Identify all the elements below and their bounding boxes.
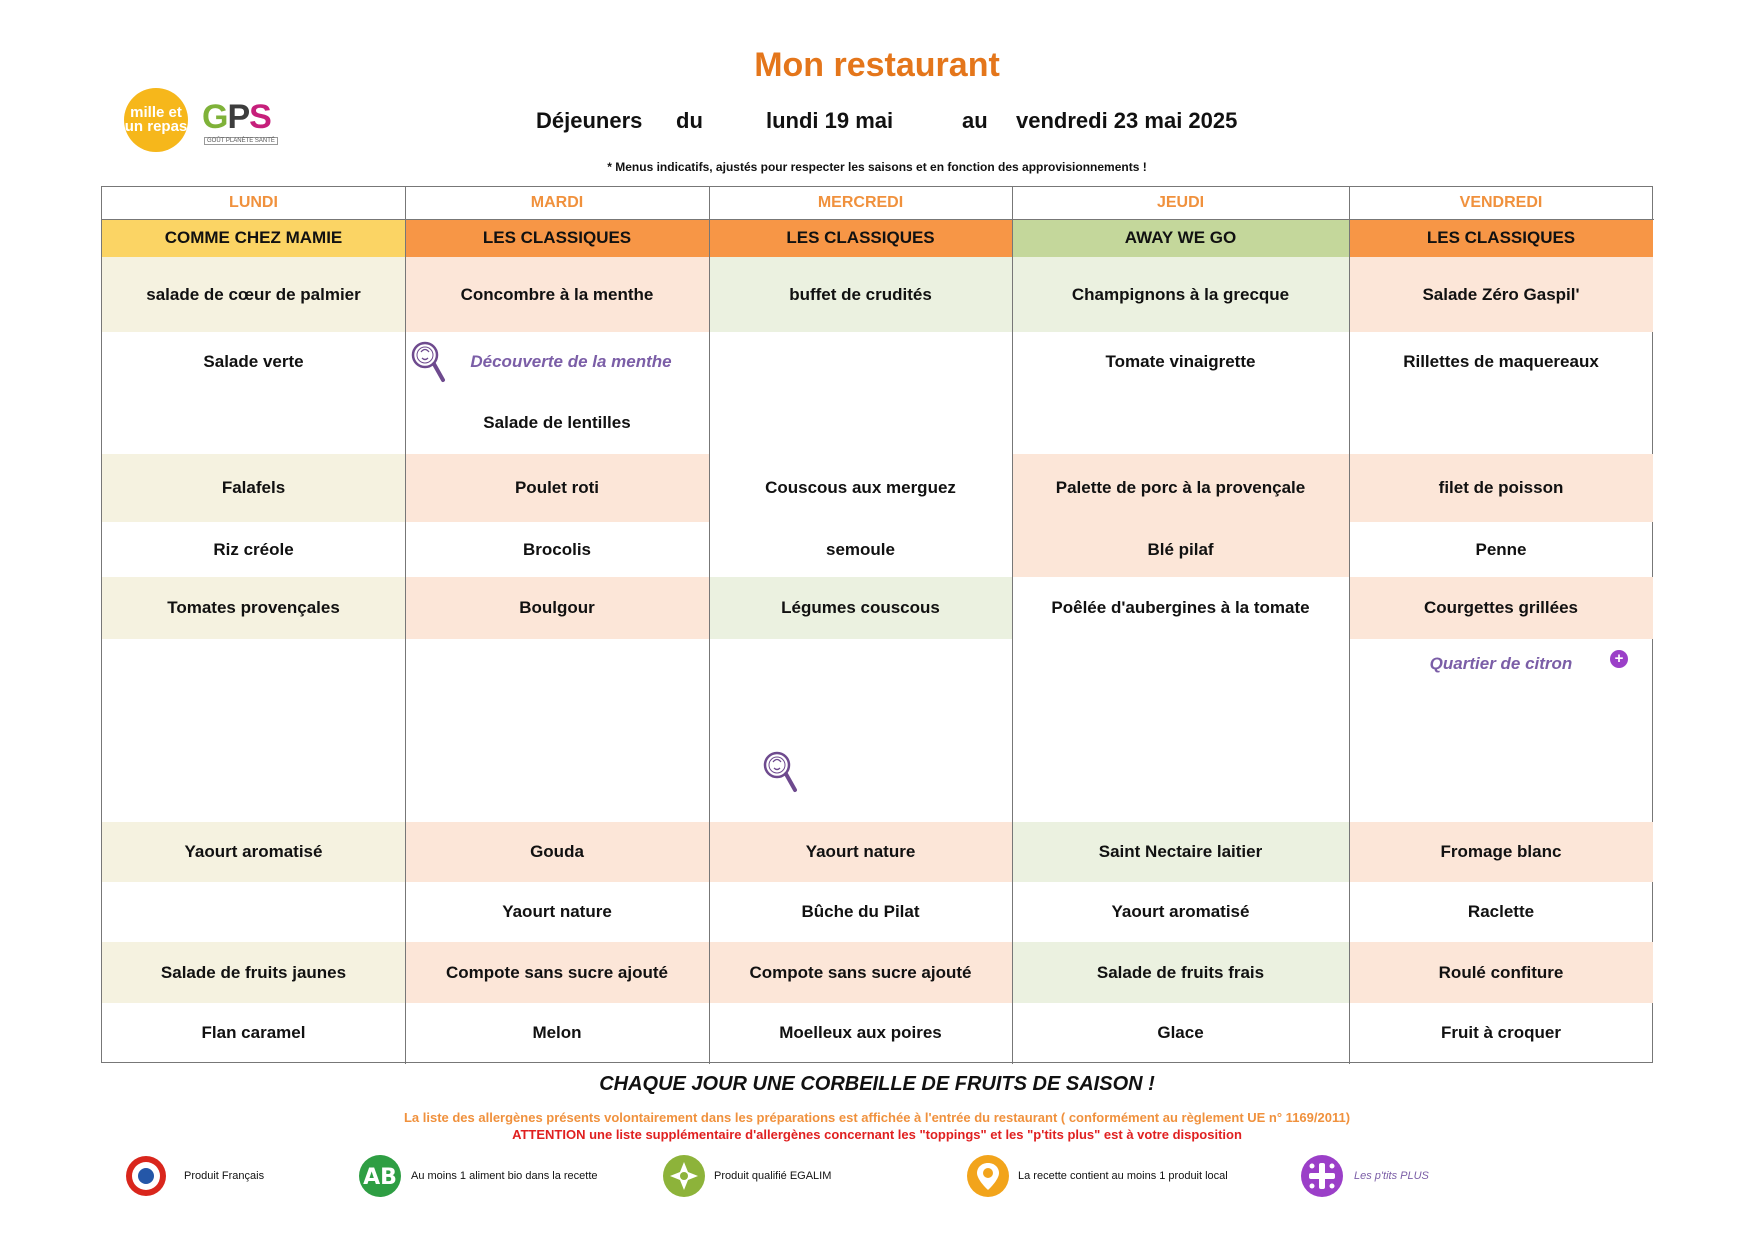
theme-mardi: LES CLASSIQUES	[405, 219, 709, 257]
plat2-mardi: Brocolis	[522, 539, 592, 559]
grid-line	[102, 219, 1654, 220]
plat1-mardi: Poulet roti	[405, 454, 709, 522]
legend-label-local: La recette contient au moins 1 produit local	[1018, 1170, 1228, 1182]
dessert2-lundi: Flan caramel	[201, 1023, 306, 1042]
to-label: au	[962, 108, 988, 133]
theme-mercredi: LES CLASSIQUES	[709, 219, 1012, 257]
entree2-jeudi: Tomate vinaigrette	[1105, 352, 1256, 371]
theme-vendredi: LES CLASSIQUES	[1349, 219, 1653, 257]
day-header-mercredi: MERCREDI	[817, 194, 904, 211]
entree2-mardi: Salade de lentilles	[483, 413, 631, 432]
legend-label-ptits-plus: Les p'tits PLUS	[1354, 1170, 1429, 1182]
fromage2-jeudi: Yaourt aromatisé	[1111, 902, 1250, 921]
plat1-vendredi: filet de poisson	[1349, 454, 1653, 522]
discovery-magnifier-icon	[410, 340, 446, 384]
plat1-lundi: Falafels	[102, 454, 405, 522]
allergens-notice: La liste des allergènes présents volontairement dans les préparations est affichée à l'entrée du restaurant ( conformément au règlement UE n° 1169/2011)	[403, 1110, 1351, 1125]
plat1-jeudi: Palette de porc à la provençale	[1012, 454, 1349, 522]
entree1-vendredi: Salade Zéro Gaspil'	[1349, 257, 1653, 332]
theme-jeudi: AWAY WE GO	[1012, 219, 1349, 257]
lunch-label: Déjeuners	[536, 108, 643, 133]
entree2-lundi: Salade verte	[203, 352, 304, 371]
local-product-icon	[966, 1154, 1010, 1198]
dessert1-lundi: Salade de fruits jaunes	[102, 942, 405, 1003]
entree1-lundi: salade de cœur de palmier	[102, 257, 405, 332]
legend-label-bio: Au moins 1 aliment bio dans la recette	[411, 1170, 598, 1182]
lemon-wedge-extra: Quartier de citron	[1429, 654, 1573, 673]
dessert2-jeudi: Glace	[1157, 1023, 1204, 1042]
ptits-plus-icon: +	[1610, 650, 1628, 668]
grid-line	[1349, 187, 1350, 1064]
bio-icon	[358, 1154, 402, 1198]
theme-lundi: COMME CHEZ MAMIE	[102, 219, 405, 257]
dessert2-mardi: Melon	[532, 1023, 582, 1042]
plat3-mardi: Boulgour	[405, 577, 709, 639]
mille-et-un-repas-logo: mille et un repas	[124, 88, 188, 152]
entree1-mardi: Concombre à la menthe	[405, 257, 709, 332]
dessert2-vendredi: Fruit à croquer	[1441, 1023, 1561, 1042]
dessert1-mercredi: Compote sans sucre ajouté	[709, 942, 1012, 1003]
fromage1-jeudi: Saint Nectaire laitier	[1012, 822, 1349, 882]
from-label: du	[676, 108, 703, 133]
weekly-menu-table	[101, 186, 1653, 1063]
dessert2-mercredi: Moelleux aux poires	[779, 1023, 942, 1042]
fromage2-vendredi: Raclette	[1467, 902, 1535, 921]
day-header-jeudi: JEUDI	[1156, 194, 1205, 211]
discovery-magnifier-icon	[762, 750, 798, 794]
day-header-vendredi: VENDREDI	[1459, 194, 1543, 211]
fromage1-vendredi: Fromage blanc	[1349, 822, 1653, 882]
grid-line	[1012, 187, 1013, 1064]
dessert1-jeudi: Salade de fruits frais	[1012, 942, 1349, 1003]
french-product-icon	[124, 1154, 168, 1198]
legend-label-french: Produit Français	[184, 1170, 265, 1182]
ptits-plus-icon	[1300, 1154, 1344, 1198]
entree1-jeudi: Champignons à la grecque	[1012, 257, 1349, 332]
fromage1-mercredi: Yaourt nature	[709, 822, 1012, 882]
plat3-lundi: Tomates provençales	[102, 577, 405, 639]
allergens-warning: ATTENTION une liste supplémentaire d'allergènes concernant les "toppings" et les "p'tits plus" est à votre disposition	[512, 1127, 1242, 1142]
svg-text:AB: AB	[363, 1165, 397, 1190]
fromage2-mercredi: Bûche du Pilat	[801, 902, 920, 921]
plat3-mercredi: Légumes couscous	[709, 577, 1012, 639]
entree2-vendredi: Rillettes de maquereaux	[1403, 352, 1599, 371]
plat3-vendredi: Courgettes grillées	[1349, 577, 1653, 639]
egalim-icon	[662, 1154, 706, 1198]
plat3-jeudi: Poêlée d'aubergines à la tomate	[1051, 598, 1310, 617]
fromage1-lundi: Yaourt aromatisé	[102, 822, 405, 882]
plat2-mercredi: semoule	[826, 539, 895, 559]
plat2-lundi: Riz créole	[213, 539, 294, 559]
gps-logo: GPS	[202, 98, 271, 136]
fromage1-mardi: Gouda	[405, 822, 709, 882]
day-header-mardi: MARDI	[530, 194, 584, 211]
start-date: lundi 19 mai	[766, 108, 894, 133]
grid-line	[405, 187, 406, 1064]
legend-label-egalim: Produit qualifié EGALIM	[714, 1170, 832, 1182]
menu-disclaimer: * Menus indicatifs, ajustés pour respecter les saisons et en fonction des approvisionnements !	[607, 160, 1147, 174]
dessert1-mardi: Compote sans sucre ajouté	[405, 942, 709, 1003]
page-title: Mon restaurant	[754, 46, 1000, 84]
grid-line	[709, 187, 710, 1064]
plat1-mercredi: Couscous aux merguez	[765, 478, 956, 497]
day-header-lundi: LUNDI	[229, 194, 278, 211]
discovery-mint-label: Découverte de la menthe	[470, 352, 672, 371]
seasonal-fruit-basket-note: CHAQUE JOUR UNE CORBEILLE DE FRUITS DE SAISON !	[599, 1073, 1155, 1095]
gps-logo-subtitle: GOÛT PLANÈTE SANTÉ	[204, 137, 278, 145]
plat2-vendredi: Penne	[1475, 539, 1527, 559]
dessert1-vendredi: Roulé confiture	[1349, 942, 1653, 1003]
end-date: vendredi 23 mai 2025	[1016, 108, 1238, 133]
entree1-mercredi: buffet de crudités	[709, 257, 1012, 332]
plat2-jeudi: Blé pilaf	[1012, 522, 1349, 577]
fromage2-mardi: Yaourt nature	[502, 902, 612, 921]
